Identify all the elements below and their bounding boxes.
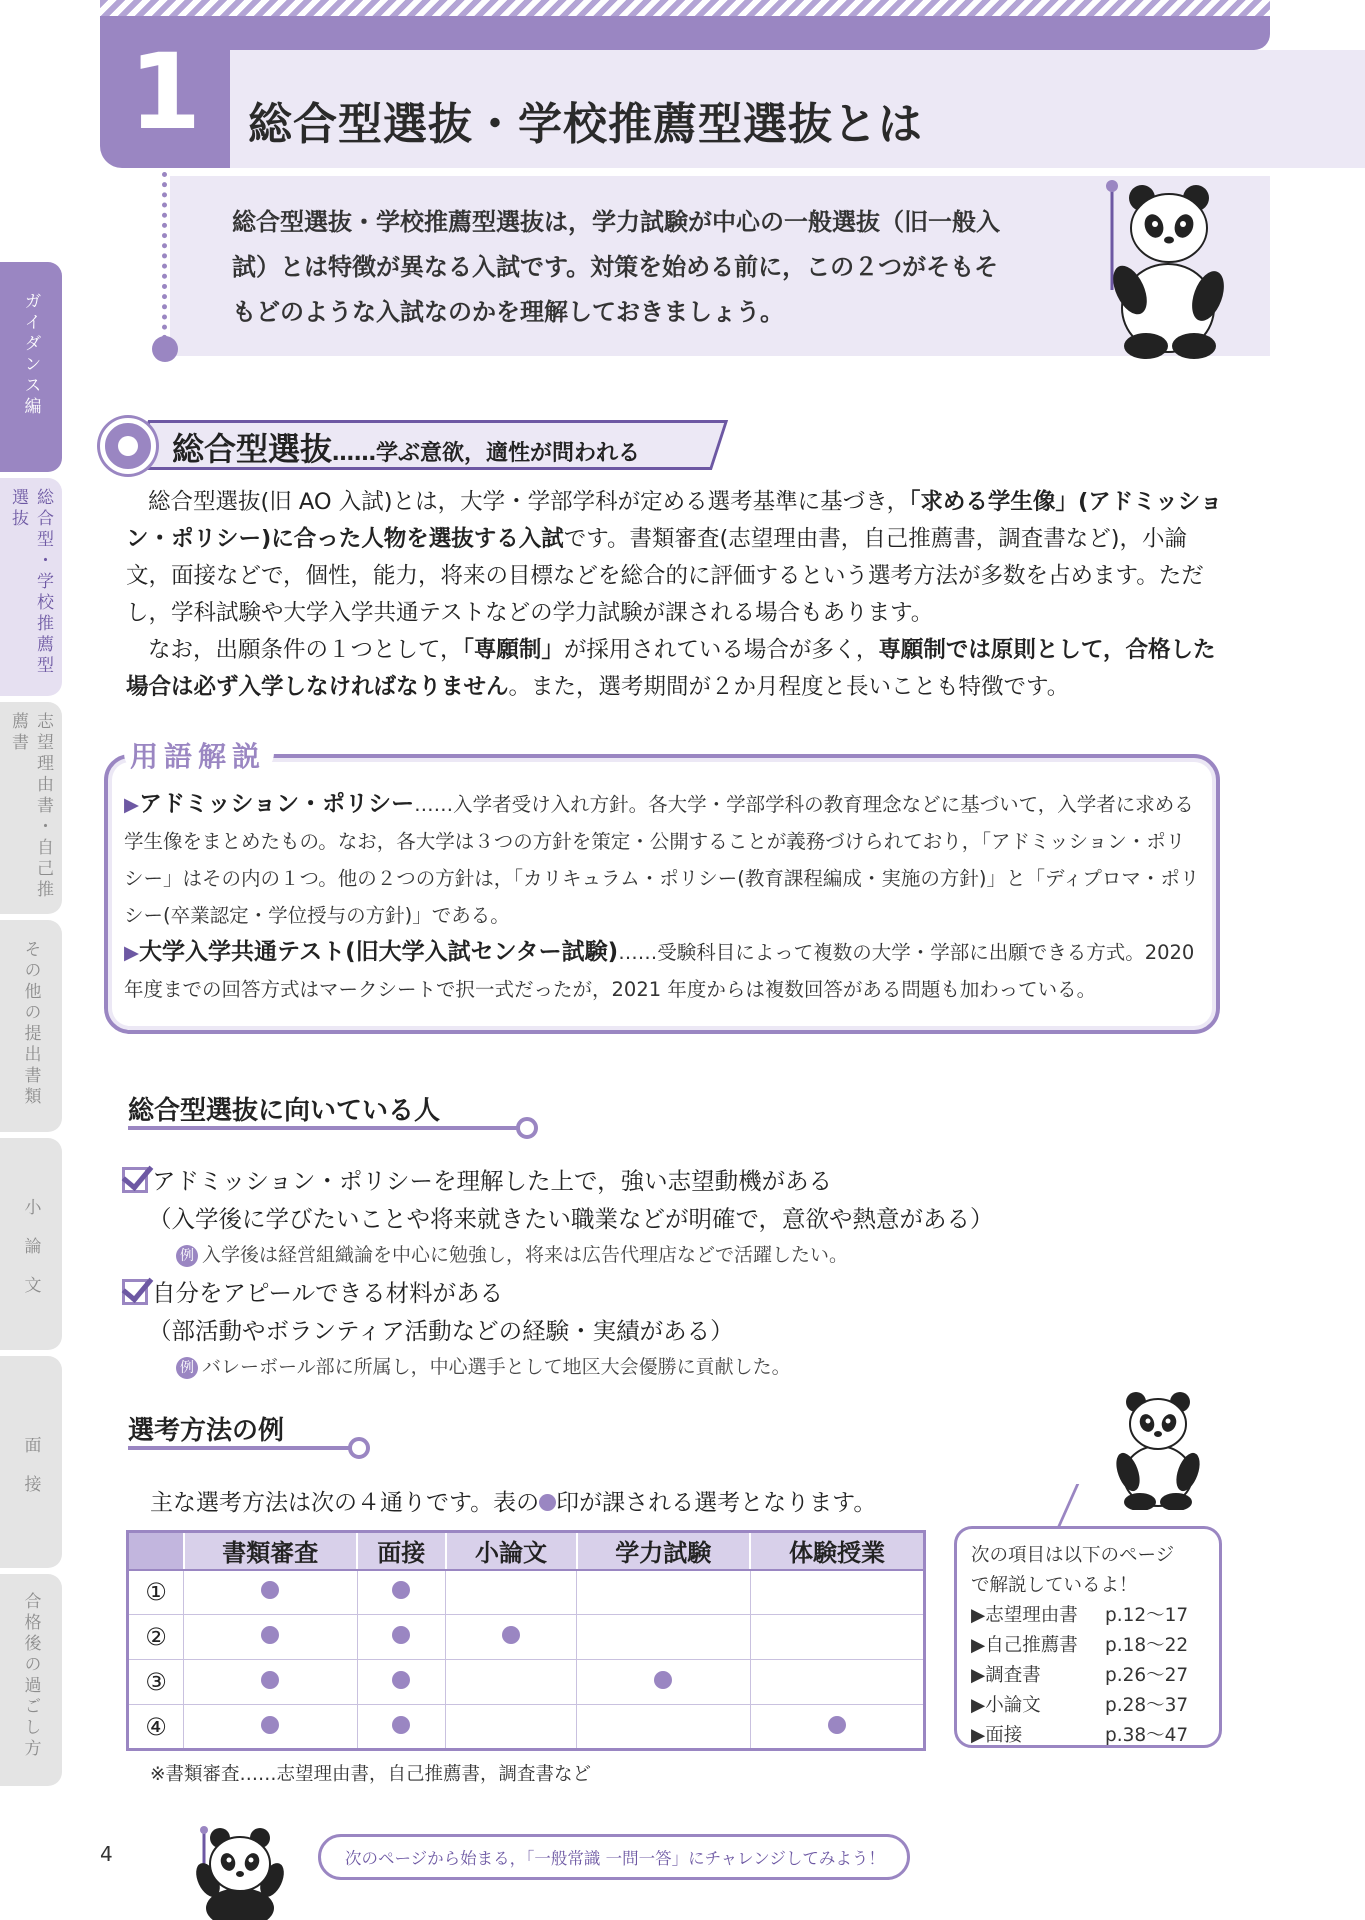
side-tab-label: ガイダンス編 xyxy=(20,292,41,418)
subheading-suited: 総合型選抜に向いている人 xyxy=(128,1096,441,1126)
column-header: 体験授業 xyxy=(750,1532,924,1570)
glossary-entry xyxy=(124,934,1204,1008)
checkbox-icon xyxy=(122,1167,148,1193)
text-run: 。また，選考期間が２か月程度と長いことも特徴です。 xyxy=(508,674,1070,700)
filled-dot-icon xyxy=(261,1671,279,1689)
table-row xyxy=(128,1705,925,1750)
reference-name: ▶志望理由書 xyxy=(971,1605,1078,1626)
intro-text xyxy=(232,200,1092,335)
column-header: 面接 xyxy=(357,1532,446,1570)
example-badge: 例 xyxy=(176,1357,198,1379)
reference-name: ▶自己推薦書 xyxy=(971,1635,1078,1656)
note-text: で解説しているよ！ xyxy=(971,1575,1138,1596)
reference-pages: p.28〜37 xyxy=(1105,1695,1189,1716)
table-cell xyxy=(750,1570,924,1615)
table-cell xyxy=(750,1705,924,1750)
panda-footer-illustration xyxy=(190,1826,290,1920)
text-run: が採用されている場合が多く， xyxy=(563,637,879,663)
note-reference xyxy=(971,1721,1205,1751)
table-cell xyxy=(750,1615,924,1660)
side-tab-label: 面接 xyxy=(20,1436,41,1514)
table-cell xyxy=(577,1570,751,1615)
section-title xyxy=(172,424,640,470)
side-tab-essay[interactable] xyxy=(0,1138,62,1350)
checklist-detail: （入学後に学びたいことや将来就きたい職業などが明確で，意欲や熱意がある） xyxy=(148,1205,994,1233)
checklist-text: アドミッション・ポリシーを理解した上で，強い志望動機がある xyxy=(152,1167,833,1195)
text-run: 主な選考方法は次の４通りです。表の xyxy=(150,1490,540,1516)
reference-pages: p.38〜47 xyxy=(1105,1725,1189,1746)
note-reference xyxy=(971,1661,1205,1691)
filled-dot-icon xyxy=(392,1716,410,1734)
panda-pointer-illustration xyxy=(1090,170,1230,360)
table-row xyxy=(128,1660,925,1705)
example-line xyxy=(176,1352,791,1379)
example-text: バレーボール部に所属し，中心選手として地区大会優勝に貢献した。 xyxy=(202,1356,791,1378)
paragraph xyxy=(126,484,1226,632)
chapter-title: 総合型選抜・学校推薦型選抜とは xyxy=(248,99,923,150)
text-run: 印が課される選考となります。 xyxy=(556,1490,877,1516)
intro-line: もどのような入試なのかを理解しておきましょう。 xyxy=(232,298,784,326)
row-label: ③ xyxy=(128,1660,184,1705)
glossary-tab-label: 用語解説 xyxy=(130,740,267,773)
side-tab-label: その他の提出書類 xyxy=(20,940,41,1108)
side-tab-label: 志望理由書・自己推薦書 xyxy=(8,712,53,901)
filled-dot-icon xyxy=(502,1626,520,1644)
side-tab-label: 小論文 xyxy=(20,1198,41,1315)
column-header: 学力試験 xyxy=(577,1532,751,1570)
column-header: 書類審査 xyxy=(184,1532,358,1570)
text-run: なお，出願条件の１つとして， xyxy=(148,637,463,663)
example-text: 入学後は経営組織論を中心に勉強し，将来は広告代理店などで活躍したい。 xyxy=(202,1244,849,1266)
table-cell xyxy=(184,1705,358,1750)
subheading-underline xyxy=(128,1446,354,1450)
chapter-number-box xyxy=(100,16,230,168)
speech-text: 次のページから始まる，「一般常識 一問一答」にチャレンジしてみよう！ xyxy=(345,1849,885,1868)
side-tab-interview[interactable] xyxy=(0,1356,62,1568)
ring-icon xyxy=(100,418,156,474)
checklist-item xyxy=(122,1274,503,1308)
triangle-icon: ▶ xyxy=(124,941,139,964)
checklist-text: 自分をアピールできる材料がある xyxy=(152,1279,504,1307)
emphasis: 「求める学生像」 xyxy=(909,489,1078,515)
reference-name: ▶面接 xyxy=(971,1725,1023,1746)
subheading-methods: 選考方法の例 xyxy=(128,1416,285,1446)
text-run: です。書類審査(志望理由書，自己推薦書，調査書など)，小論文，面接などで，個性，能力，将来の目標などを総合的に評価するという選考方法が多数を占めます。ただし，学科試験や大学入学共通テストなどの学力試験が課される場合もあります。 xyxy=(126,526,1204,626)
table-row xyxy=(128,1570,925,1615)
note-reference xyxy=(971,1691,1205,1721)
reference-pages: p.26〜27 xyxy=(1105,1665,1189,1686)
section-title-main: 総合型選抜 xyxy=(172,430,333,468)
filled-dot-icon xyxy=(261,1716,279,1734)
methods-table xyxy=(126,1530,926,1751)
methods-intro xyxy=(150,1484,876,1517)
note-reference xyxy=(971,1601,1205,1631)
side-tab-after[interactable] xyxy=(0,1574,62,1786)
section-body xyxy=(126,484,1226,706)
ring-icon xyxy=(348,1437,370,1459)
glossary-tab xyxy=(124,733,274,773)
page-number: 4 xyxy=(100,1842,113,1866)
checklist-detail: （部活動やボランティア活動などの経験・実績がある） xyxy=(148,1317,734,1345)
ring-icon xyxy=(516,1117,538,1139)
side-tab-label: 合格後の過ごし方 xyxy=(20,1592,41,1760)
paragraph xyxy=(126,632,1226,706)
table-cell xyxy=(357,1705,446,1750)
emphasis: 専願制では原則として，合格した場合は必ず入学しなければなりません xyxy=(126,637,1216,700)
side-tab-statement[interactable] xyxy=(0,702,62,914)
intro-line: 試）とは特徴が異なる入試です。対策を始める前に，この２つがそもそ xyxy=(232,253,999,281)
dotted-connector xyxy=(162,172,167,340)
table-cell xyxy=(184,1570,358,1615)
column-header: 小論文 xyxy=(446,1532,577,1570)
table-cell xyxy=(446,1705,577,1750)
intro-line: 総合型選抜・学校推薦型選抜は，学力試験が中心の一般選抜（旧一般入 xyxy=(232,208,1000,236)
glossary-definition: ……受験科目によって複数の大学・学部に出願できる方式。2020 年度までの回答方式はマークシートで択一式だったが，2021 年度からは複数回答がある問題も加わっている。 xyxy=(124,941,1195,1001)
table-cell xyxy=(184,1660,358,1705)
filled-dot-icon xyxy=(654,1671,672,1689)
example-line xyxy=(176,1240,848,1267)
glossary-definition: ……入学者受け入れ方針。各大学・学部学科の教育理念などに基づいて，入学者に求める学生像をまとめたもの。なお，各大学は３つの方針を策定・公開することが義務づけられており，「アドミッション・ポリシー」はその内の１つ。他の２つの方針は，「カリキュラム・ポリシー(教育課程編成・実施の方針)」と「ディプロマ・ポリシー(卒業認定・学位授与の方針)」である。 xyxy=(124,793,1200,927)
table-cell xyxy=(446,1615,577,1660)
side-tab-documents[interactable] xyxy=(0,920,62,1132)
table-cell xyxy=(750,1660,924,1705)
side-tab-selection[interactable] xyxy=(0,478,62,696)
header-band xyxy=(100,16,1270,50)
table-cell xyxy=(446,1570,577,1615)
glossary-text xyxy=(124,786,1204,1008)
example-badge: 例 xyxy=(176,1245,198,1267)
table-cell xyxy=(577,1615,751,1660)
reference-name: ▶小論文 xyxy=(971,1695,1041,1716)
reference-name: ▶調査書 xyxy=(971,1665,1041,1686)
filled-dot-icon xyxy=(261,1581,279,1599)
note-tail xyxy=(1056,1484,1106,1530)
table-cell xyxy=(446,1660,577,1705)
text-run: 総合型選抜(旧 AO 入試)とは，大学・学部学科が定める選考基準に基づき， xyxy=(148,489,910,515)
connector-dot xyxy=(152,336,178,362)
side-tab-guidance[interactable] xyxy=(0,262,62,472)
page-reference-note xyxy=(954,1526,1222,1748)
row-label: ④ xyxy=(128,1705,184,1750)
note-text: 次の項目は以下のページ xyxy=(971,1545,1175,1566)
table-cell xyxy=(357,1570,446,1615)
section-subtitle: ……学ぶ意欲，適性が問われる xyxy=(332,441,641,466)
glossary-term: アドミッション・ポリシー xyxy=(139,791,415,817)
table-cell xyxy=(577,1660,751,1705)
table-cell xyxy=(577,1705,751,1750)
row-label: ② xyxy=(128,1615,184,1660)
filled-dot-icon xyxy=(539,1494,556,1511)
section-heading xyxy=(100,420,730,472)
chapter-number: 1 xyxy=(128,31,202,153)
table-cell xyxy=(357,1615,446,1660)
filled-dot-icon xyxy=(392,1581,410,1599)
glossary-entry xyxy=(124,786,1204,934)
reference-pages: p.18〜22 xyxy=(1105,1635,1189,1656)
checkbox-icon xyxy=(122,1279,148,1305)
glossary-term: 大学入学共通テスト(旧大学入試センター試験) xyxy=(139,939,619,965)
filled-dot-icon xyxy=(261,1626,279,1644)
table-header-row xyxy=(128,1532,925,1570)
subheading-underline xyxy=(128,1126,518,1130)
filled-dot-icon xyxy=(392,1626,410,1644)
reference-pages: p.12〜17 xyxy=(1105,1605,1189,1626)
emphasis: 「専願制」 xyxy=(462,637,564,663)
triangle-icon: ▶ xyxy=(124,793,139,816)
table-footnote: ※書類審査……志望理由書，自己推薦書，調査書など xyxy=(150,1764,592,1785)
table-cell xyxy=(357,1660,446,1705)
table-cell xyxy=(184,1615,358,1660)
note-reference xyxy=(971,1631,1205,1661)
side-tab-label: 総合型・学校推薦型選抜 xyxy=(8,488,53,677)
table-row xyxy=(128,1615,925,1660)
filled-dot-icon xyxy=(392,1671,410,1689)
panda-sitting-illustration xyxy=(1108,1390,1208,1510)
checklist-item xyxy=(122,1162,832,1196)
emphasis: (アドミッション・ポリシー)に合った人物を選抜する入試 xyxy=(126,489,1223,552)
row-label: ① xyxy=(128,1570,184,1615)
table-corner xyxy=(128,1532,184,1570)
filled-dot-icon xyxy=(828,1716,846,1734)
speech-bubble xyxy=(318,1834,910,1880)
